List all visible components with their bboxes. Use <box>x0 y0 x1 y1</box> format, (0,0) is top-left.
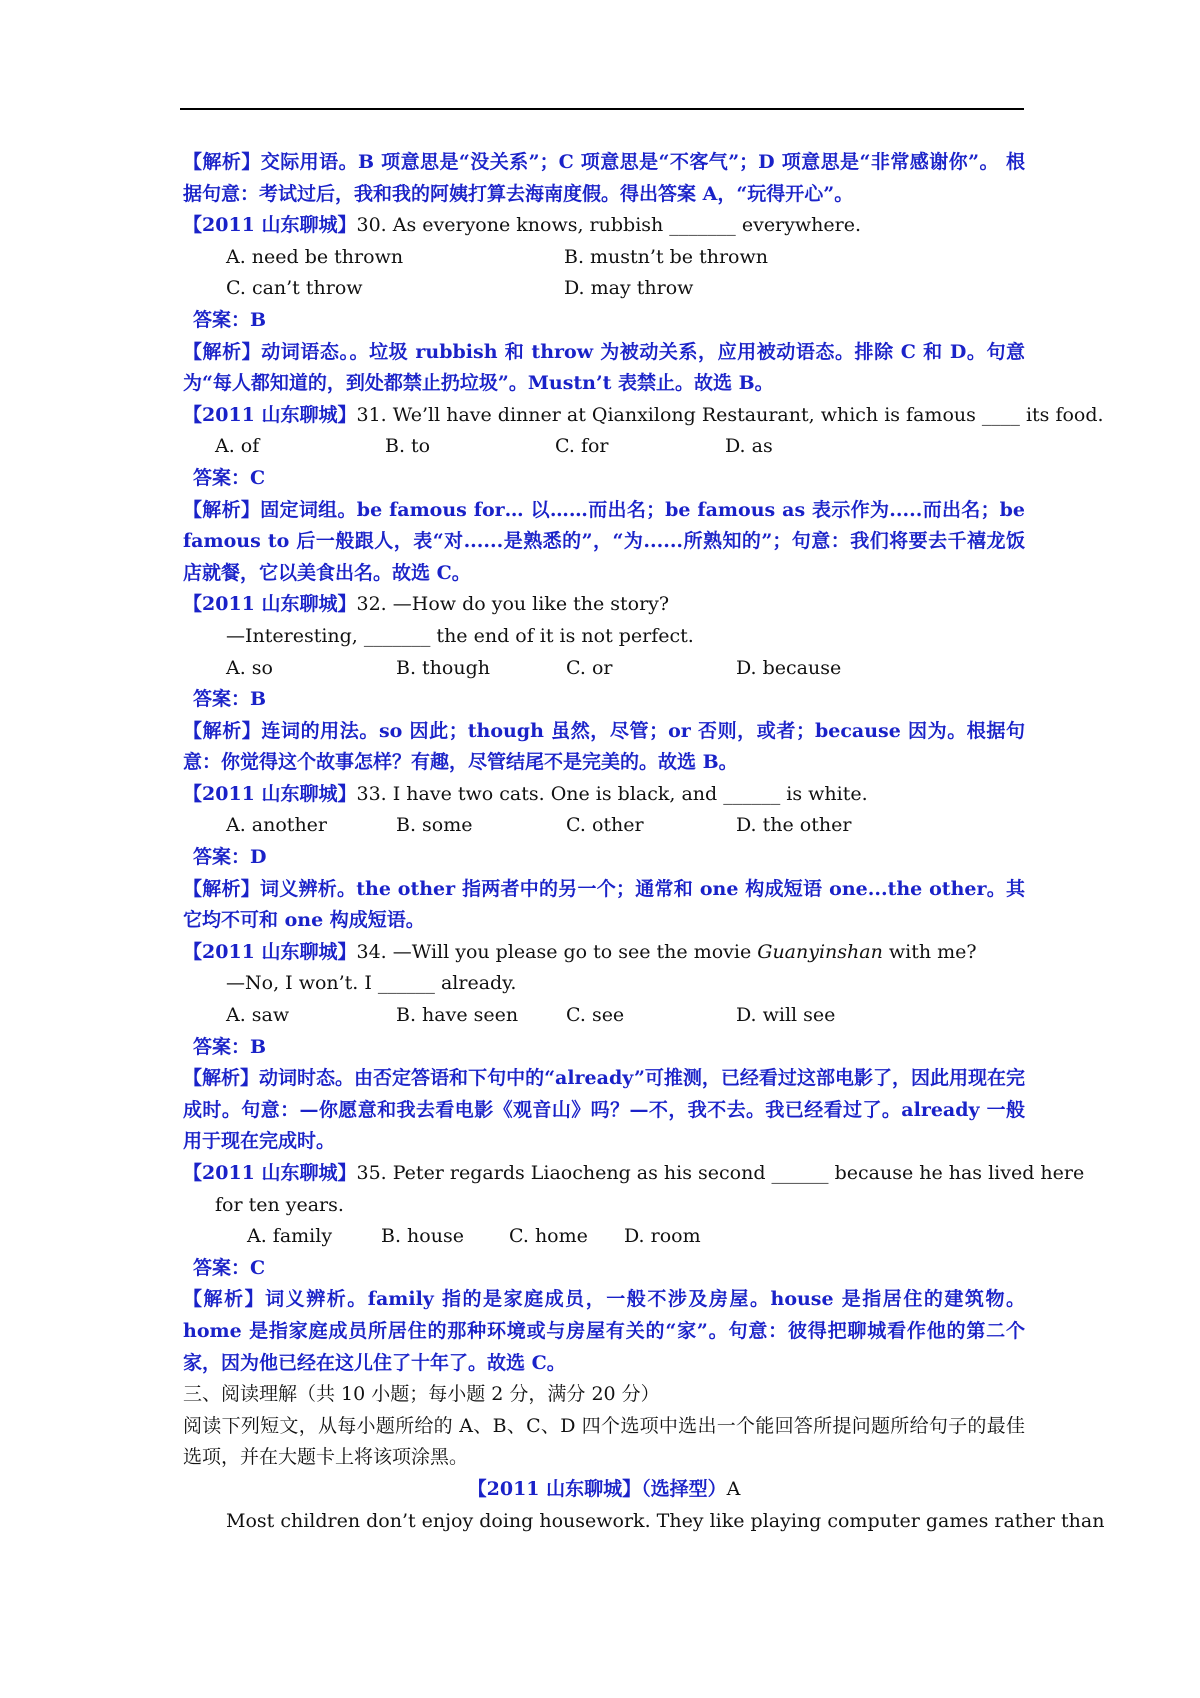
question-stem-line2: —Interesting, _______ the end of it is not perfect. <box>226 624 694 647</box>
section-heading: 三、阅读理解（共 10 小题；每小题 2 分，满分 20 分） <box>183 1383 660 1406</box>
options-row <box>183 1000 1025 1032</box>
option-d: D. room <box>624 1225 701 1248</box>
options-row <box>183 1221 1025 1253</box>
answer: 答案：B <box>193 1035 267 1058</box>
answer: 答案：B <box>193 688 267 711</box>
analysis: 【解析】固定词组。be famous for… 以……而出名；be famous as 表示作为.....而出名；be famous to 后一般跟人，表“对......是熟悉的”，“为......所熟知的”；句意：我们将要去千禧龙饭店就餐，它以美食出名。故选 C。 <box>183 498 1025 584</box>
option-b: B. have seen <box>396 1004 519 1027</box>
option-c: C. or <box>566 656 613 679</box>
question-stem: 32. —How do you like the story? <box>356 593 670 616</box>
option-d: D. may throw <box>564 277 694 300</box>
option-a: A. need be thrown <box>226 245 404 268</box>
option-b: B. mustn’t be thrown <box>564 245 768 268</box>
option-a: A. of <box>215 435 260 458</box>
question-stem: 34. —Will you please go to see the movie <box>356 940 758 963</box>
options-row <box>183 242 1025 274</box>
option-a: A. family <box>247 1225 333 1248</box>
option-a: A. another <box>226 814 328 837</box>
question-31 <box>183 400 1104 432</box>
question-35 <box>183 1158 1085 1190</box>
passage-first-line: Most children don’t enjoy doing housework. They like playing computer games rather than <box>226 1509 1105 1532</box>
question-stem: 33. I have two cats. One is black, and ______ is white. <box>356 782 868 805</box>
option-c: C. home <box>509 1225 588 1248</box>
option-d: D. as <box>725 435 773 458</box>
question-34 <box>183 937 1025 969</box>
option-d: D. will see <box>736 1004 836 1027</box>
option-a: A. saw <box>226 1004 290 1027</box>
option-a: A. so <box>226 656 273 679</box>
answer: 答案：D <box>193 846 267 869</box>
question-stem: 31. We’ll have dinner at Qianxilong Restaurant, which is famous ____ its food. <box>356 403 1104 426</box>
source-tag: 【2011 山东聊城】 <box>183 1162 357 1184</box>
question-30 <box>183 210 1025 242</box>
options-row <box>183 810 1025 842</box>
source-tag: 【2011 山东聊城】 <box>467 1477 642 1500</box>
question-32 <box>183 589 1025 621</box>
analysis: 【解析】动词时态。由否定答语和下句中的“already”可推测，已经看过这部电影了，因此用现在完成时。句意：—你愿意和我去看电影《观音山》吗？—不，我不去。我已经看过了。already 一般用于现在完成时。 <box>183 1067 1025 1153</box>
option-c: C. other <box>566 814 644 837</box>
question-stem-line2: —No, I won’t. I ______ already. <box>226 972 517 995</box>
options-row <box>183 273 1025 305</box>
option-d: D. the other <box>736 814 852 837</box>
option-c: C. see <box>566 1004 625 1027</box>
option-b: B. though <box>396 656 490 679</box>
section-instruction: 阅读下列短文，从每小题所给的 A、B、C、D 四个选项中选出一个能回答所提问题所给句子的最佳选项，并在大题卡上将该项涂黑。 <box>183 1414 1025 1469</box>
passage-letter: A <box>726 1477 741 1500</box>
option-b: B. house <box>381 1225 464 1248</box>
movie-title: Guanyinshan <box>757 940 883 963</box>
answer: 答案：C <box>193 466 266 489</box>
document-body <box>183 147 1105 1537</box>
q29-analysis: 【解析】交际用语。B 项意思是“没关系”；C 项意思是“不客气”；D 项意思是“非常感谢你”。 根据句意：考试过后，我和我的阿姨打算去海南度假。得出答案 A，“玩得开心”。 <box>183 151 1025 205</box>
option-c: C. can’t throw <box>226 277 363 300</box>
source-tag: 【2011 山东聊城】 <box>183 782 357 805</box>
source-tag: 【2011 山东聊城】 <box>183 940 357 963</box>
question-stem: 30. As everyone knows, rubbish _______ everywhere. <box>356 214 861 237</box>
option-b: B. some <box>396 814 473 837</box>
question-33 <box>183 779 1025 811</box>
question-stem-line2: for ten years. <box>215 1193 344 1216</box>
analysis: 【解析】词义辨析。family 指的是家庭成员，一般不涉及房屋。house 是指居住的建筑物。home 是指家庭成员所居住的那种环境或与房屋有关的“家”。句意：彼得把聊城看作他的第二个家，因为他已经在这儿住了十年了。故选 C。 <box>183 1288 1025 1374</box>
source-tag: 【2011 山东聊城】 <box>183 593 357 616</box>
option-b: B. to <box>385 435 431 458</box>
answer: 答案：B <box>193 308 267 331</box>
source-tag: 【2011 山东聊城】 <box>183 403 357 426</box>
answer: 答案：C <box>193 1256 266 1279</box>
header-rule <box>180 108 1024 110</box>
analysis: 【解析】连词的用法。so 因此；though 虽然，尽管；or 否则，或者；because 因为。根据句意：你觉得这个故事怎样？有趣，尽管结尾不是完美的。故选 B。 <box>183 719 1025 774</box>
analysis: 【解析】词义辨析。the other 指两者中的另一个；通常和 one 构成短语 one...the other。其它均不可和 one 构成短语。 <box>183 877 1025 932</box>
passage-type: （选择型） <box>641 1477 727 1500</box>
question-stem-end: with me? <box>882 940 977 963</box>
option-d: D. because <box>736 656 842 679</box>
source-tag: 【2011 山东聊城】 <box>183 214 357 237</box>
option-c: C. for <box>555 435 609 458</box>
question-stem: 35. Peter regards Liaocheng as his second ______ because he has lived here <box>356 1162 1085 1184</box>
options-row <box>183 653 1025 685</box>
analysis: 【解析】动词语态。。垃圾 rubbish 和 throw 为被动关系，应用被动语态。排除 C 和 D。句意为“每人都知道的，到处都禁止扔垃圾”。Mustn’t 表禁止。故选 B。 <box>183 340 1025 395</box>
passage-title <box>183 1474 1025 1506</box>
options-row <box>183 431 1025 463</box>
